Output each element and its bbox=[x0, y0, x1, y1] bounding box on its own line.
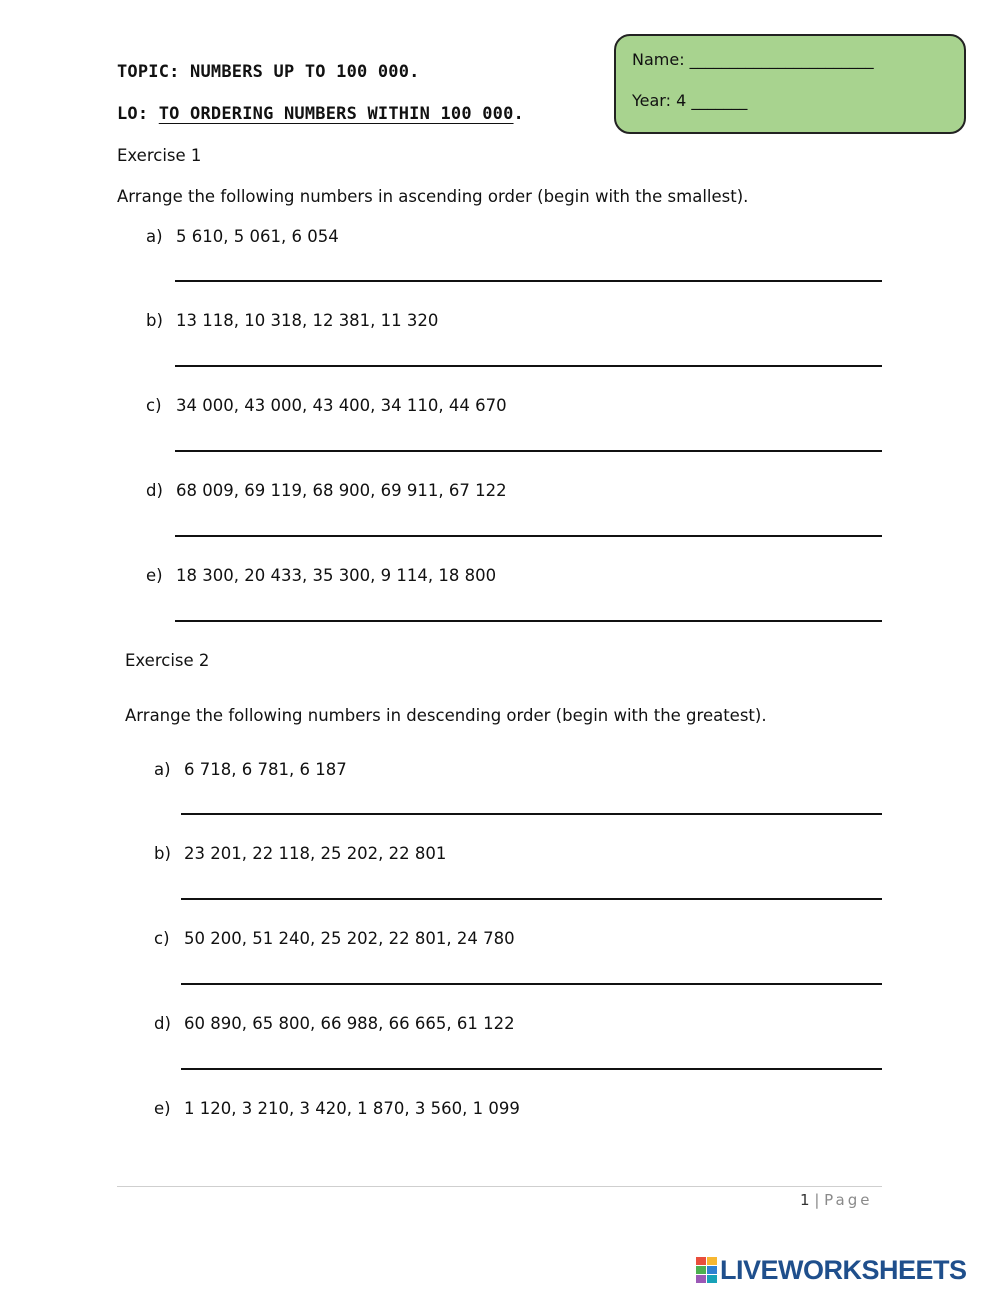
page-separator: | bbox=[809, 1191, 825, 1209]
name-field[interactable]: Name: _______________________ bbox=[632, 50, 874, 69]
exercise1-title: Exercise 1 bbox=[117, 146, 202, 165]
ex2-item-d-answer-line[interactable] bbox=[181, 1068, 882, 1070]
ex2-item-e-letter: e) bbox=[154, 1099, 171, 1118]
ex1-item-a-letter: a) bbox=[146, 227, 163, 246]
logo-blocks-icon bbox=[696, 1257, 717, 1283]
learning-objective bbox=[117, 104, 524, 124]
logo-text: LIVEWORKSHEETS bbox=[720, 1254, 967, 1285]
ex1-item-d-letter: d) bbox=[146, 481, 163, 500]
ex2-item-d-numbers: 60 890, 65 800, 66 988, 66 665, 61 122 bbox=[184, 1014, 515, 1033]
exercise1-instruction: Arrange the following numbers in ascending order (begin with the smallest). bbox=[117, 187, 749, 206]
lo-text: TO ORDERING NUMBERS WITHIN 100 000 bbox=[158, 104, 514, 124]
ex1-item-b-letter: b) bbox=[146, 311, 163, 330]
ex2-item-e-numbers: 1 120, 3 210, 3 420, 1 870, 3 560, 1 099 bbox=[184, 1099, 520, 1118]
ex1-item-a-numbers: 5 610, 5 061, 6 054 bbox=[176, 227, 339, 246]
ex2-item-a-letter: a) bbox=[154, 760, 171, 779]
ex1-item-d-answer-line[interactable] bbox=[175, 535, 882, 537]
ex1-item-e-letter: e) bbox=[146, 566, 163, 585]
name-year-box bbox=[614, 34, 966, 134]
ex1-item-c-answer-line[interactable] bbox=[175, 450, 882, 452]
ex1-item-e-answer-line[interactable] bbox=[175, 620, 882, 622]
ex2-item-a-numbers: 6 718, 6 781, 6 187 bbox=[184, 760, 347, 779]
ex1-item-c-letter: c) bbox=[146, 396, 162, 415]
exercise2-instruction: Arrange the following numbers in descending order (begin with the greatest). bbox=[125, 706, 767, 725]
ex2-item-b-numbers: 23 201, 22 118, 25 202, 22 801 bbox=[184, 844, 447, 863]
page-number bbox=[800, 1191, 872, 1209]
year-field[interactable]: Year: 4 _______ bbox=[632, 91, 748, 110]
ex2-item-d-letter: d) bbox=[154, 1014, 171, 1033]
topic-heading: TOPIC: NUMBERS UP TO 100 000. bbox=[117, 62, 420, 82]
footer-divider bbox=[117, 1186, 882, 1187]
ex1-item-a-answer-line[interactable] bbox=[175, 280, 882, 282]
liveworksheets-logo bbox=[696, 1253, 967, 1287]
ex2-item-c-answer-line[interactable] bbox=[181, 983, 882, 985]
ex1-item-d-numbers: 68 009, 69 119, 68 900, 69 911, 67 122 bbox=[176, 481, 507, 500]
ex2-item-b-letter: b) bbox=[154, 844, 171, 863]
lo-suffix: . bbox=[513, 104, 524, 124]
ex2-item-a-answer-line[interactable] bbox=[181, 813, 882, 815]
ex1-item-c-numbers: 34 000, 43 000, 43 400, 34 110, 44 670 bbox=[176, 396, 507, 415]
page-number-value: 1 bbox=[800, 1191, 810, 1209]
ex1-item-b-numbers: 13 118, 10 318, 12 381, 11 320 bbox=[176, 311, 439, 330]
page-word: Page bbox=[824, 1191, 873, 1209]
ex1-item-b-answer-line[interactable] bbox=[175, 365, 882, 367]
lo-prefix: LO: bbox=[117, 104, 159, 124]
ex2-item-c-letter: c) bbox=[154, 929, 170, 948]
ex1-item-e-numbers: 18 300, 20 433, 35 300, 9 114, 18 800 bbox=[176, 566, 497, 585]
ex2-item-b-answer-line[interactable] bbox=[181, 898, 882, 900]
exercise2-title: Exercise 2 bbox=[125, 651, 210, 670]
ex2-item-c-numbers: 50 200, 51 240, 25 202, 22 801, 24 780 bbox=[184, 929, 515, 948]
